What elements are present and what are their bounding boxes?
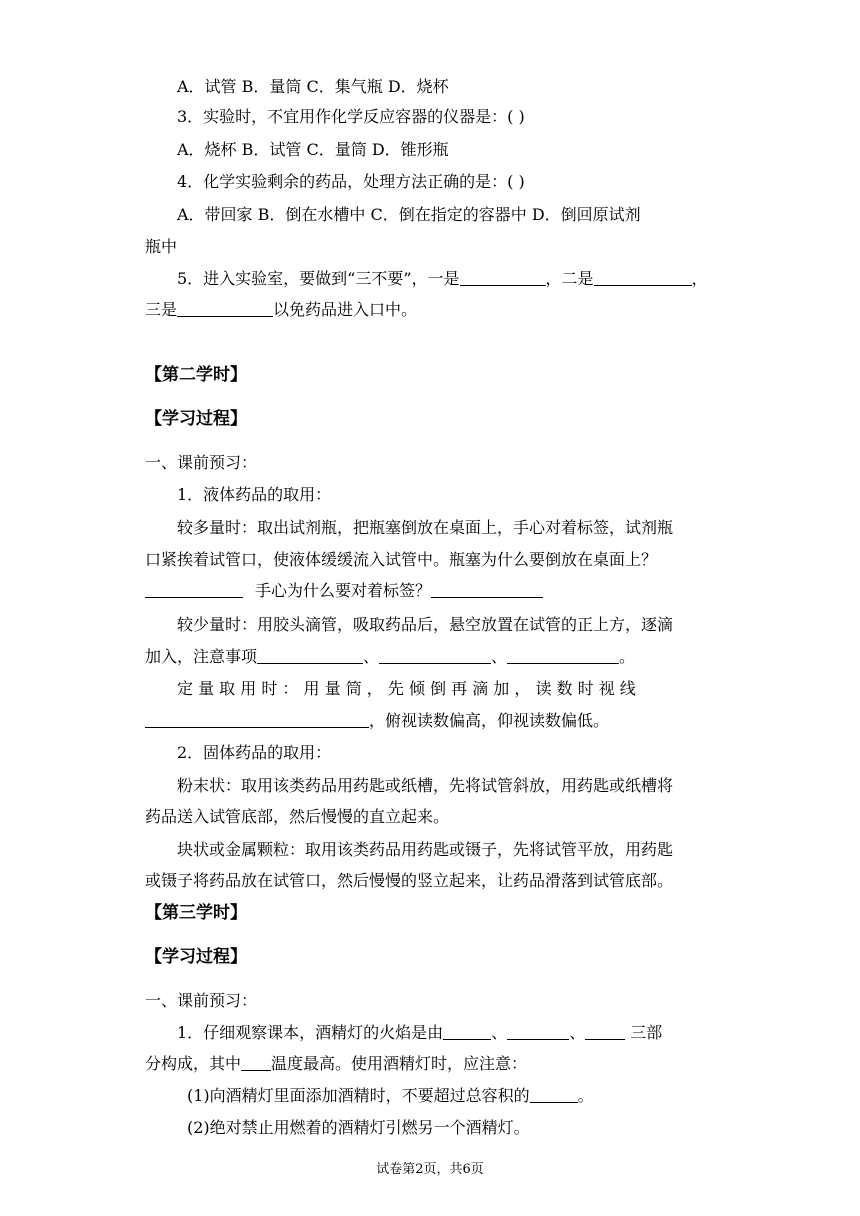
answer-blank[interactable] [594,269,692,286]
paragraph-line [187,1085,715,1107]
text-span: ，二是 [545,269,594,288]
answer-blank[interactable] [431,581,543,598]
answer-blank[interactable] [145,711,369,728]
answer-blank[interactable] [507,647,619,664]
text-span: 温度最高。使用酒精灯时，应注意： [271,1054,528,1073]
paragraph-line: 块状或金属颗粒：取用该类药品用药匙或镊子，先将试管平放，用药匙 [177,840,674,859]
paragraph-line: (2)绝对禁止用燃着的酒精灯引燃另一个酒精灯。 [187,1118,530,1137]
answer-blank[interactable] [241,1054,271,1071]
paragraph-line [145,1053,715,1075]
paragraph-line [145,646,715,668]
text-span: 分构成，其中 [145,1054,242,1073]
section-heading: 【第二学时】 [145,365,247,385]
answer-blank[interactable] [460,269,546,286]
answer-blank[interactable] [443,1023,491,1040]
subsection-title: 一、课前预习： [145,991,258,1010]
paragraph-line: 粉末状：取用该类药品用药匙或纸槽，先将试管斜放，用药匙或纸槽将 [177,776,674,795]
text-span: (1)向酒精灯里面添加酒精时，不要超过总容积的 [187,1086,530,1105]
text-span: 1．仔细观察课本，酒精灯的火焰是由 [177,1023,444,1042]
answer-blank[interactable] [585,1023,625,1040]
paragraph-line [145,580,715,602]
answer-blank[interactable] [379,647,491,664]
option-line-cont: 瓶中 [145,237,178,256]
section-heading: 【第三学时】 [145,903,247,923]
text-span: 、 [491,1023,508,1042]
section-heading: 【学习过程】 [145,409,247,429]
page-footer: 试卷第2页，共6页 [376,1162,484,1177]
question-5 [177,268,715,290]
text-span: 。 [619,647,636,666]
section-heading: 【学习过程】 [145,947,247,967]
subsection-title: 一、课前预习： [145,453,258,472]
question-4: 4．化学实验剩余的药品，处理方法正确的是：( ) [177,172,525,191]
option-line: A．试管 B．量筒 C．集气瓶 D．烧杯 [177,77,449,96]
text-span: 三部 [625,1023,663,1042]
answer-blank[interactable] [507,1023,569,1040]
paragraph-line [145,710,715,732]
question-3: 3．实验时，不宜用作化学反应容器的仪器是：( ) [177,107,525,126]
answer-blank[interactable] [257,647,363,664]
text-span: 加入，注意事项 [145,647,258,666]
paragraph-line: 药品送入试管底部，然后慢慢的直立起来。 [145,807,450,826]
answer-blank[interactable] [145,581,243,598]
text-span: 手心为什么要对着标签？ [255,581,432,600]
text-span: 三是 [145,300,178,319]
text-span: 。 [577,1086,594,1105]
answer-blank[interactable] [530,1086,578,1103]
text-span: 、 [569,1023,586,1042]
text-span: 以免药品进入口中。 [273,300,418,319]
text-span: 、 [491,647,508,666]
paragraph-line [177,1022,715,1044]
text-span: ，俯视读数偏高，仰视读数偏低。 [369,711,610,730]
text-span: 5．进入实验室，要做到“三不要”，一是 [177,269,460,288]
question-5-cont [145,299,715,321]
text-span: ， [691,269,708,288]
answer-blank[interactable] [177,300,273,317]
paragraph-line: 定 量 取 用 时 ： 用 量 筒 ， 先 倾 倒 再 滴 加 ， 读 数 时 视 线 [177,679,636,698]
option-line: A．带回家 B．倒在水槽中 C．倒在指定的容器中 D．倒回原试剂 [177,205,641,224]
paragraph-line: 或镊子将药品放在试管口，然后慢慢的竖立起来，让药品滑落到试管底部。 [145,871,674,890]
paragraph-line: 口紧挨着试管口，使液体缓缓流入试管中。瓶塞为什么要倒放在桌面上？ [145,550,658,569]
paragraph-line: 1．液体药品的取用： [177,485,332,504]
paragraph-line: 较少量时：用胶头滴管，吸取药品后，悬空放置在试管的正上方，逐滴 [177,615,674,634]
paragraph-line: 较多量时：取出试剂瓶，把瓶塞倒放在桌面上，手心对着标签，试剂瓶 [177,518,674,537]
text-span: 、 [363,647,380,666]
paragraph-line: 2．固体药品的取用： [177,743,332,762]
option-line: A．烧杯 B．试管 C．量筒 D．锥形瓶 [177,140,449,159]
